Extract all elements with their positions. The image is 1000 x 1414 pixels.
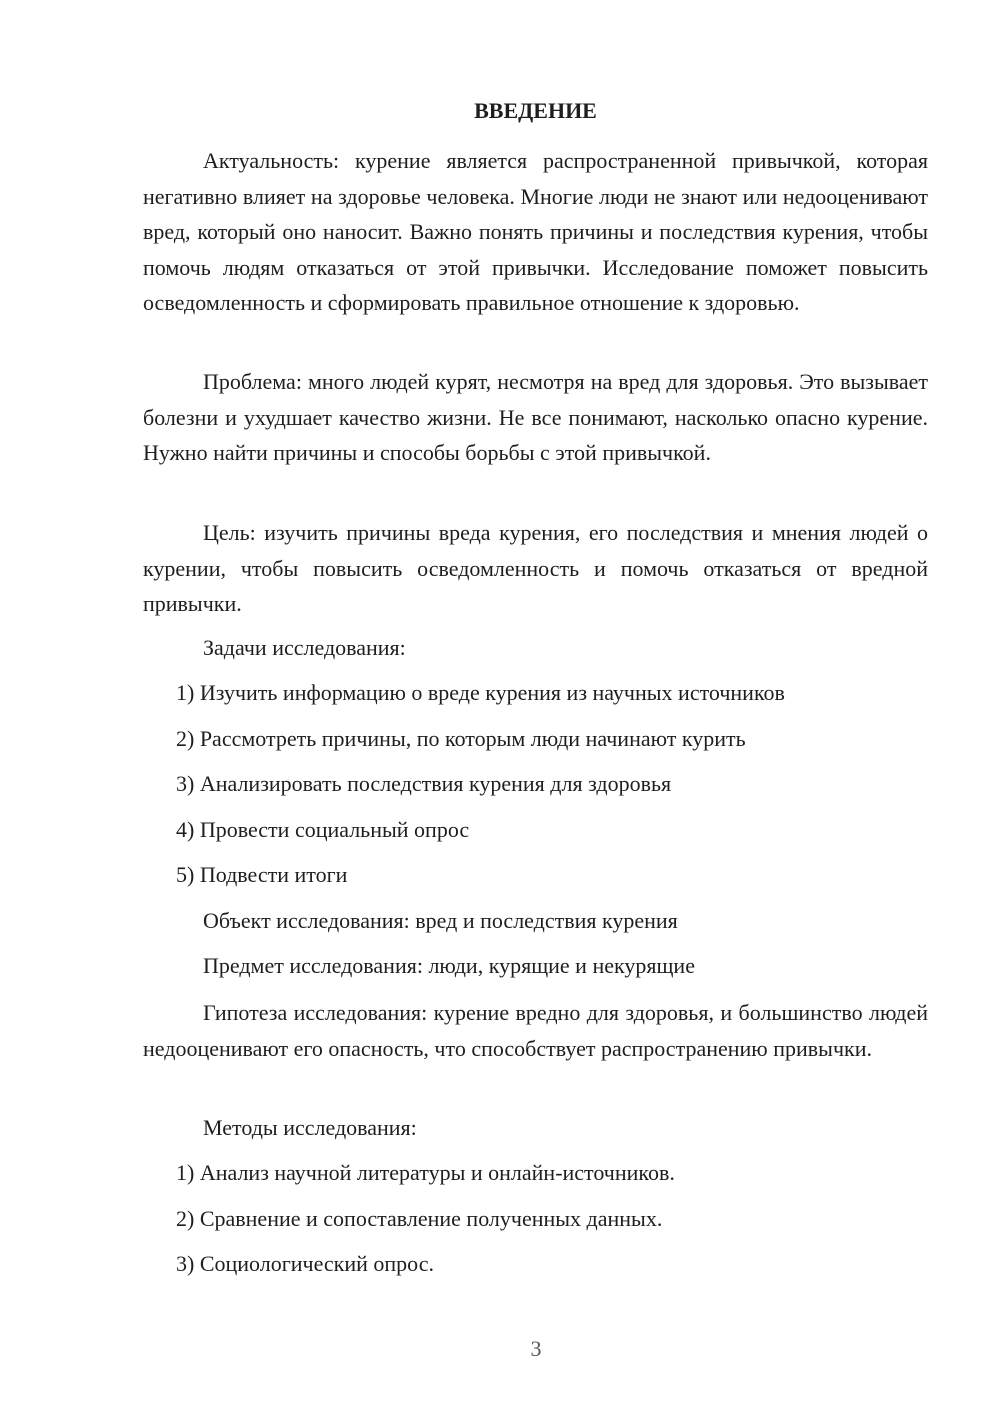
paragraph-relevance: Актуальность: курение является распространенной привычкой, которая негативно влияет на здоровье человека. Многие люди не знают или недооценивают вред, который оно наносит. Важно понять причины и последствия курения, чтобы помочь людям отказаться от этой привычки. Исследование поможет повысить осведомленность и сформировать правильное отношение к здоровью. xyxy=(143,148,928,315)
list-item-method: 2) Сравнение и сопоставление полученных данных. xyxy=(176,1206,663,1231)
page-number: 3 xyxy=(530,1336,542,1361)
methods-heading: Методы исследования: xyxy=(203,1115,417,1140)
section-title: ВВЕДЕНИЕ xyxy=(474,98,597,123)
list-item-method: 3) Социологический опрос. xyxy=(176,1251,434,1276)
paragraph-hypothesis: Гипотеза исследования: курение вредно для здоровья, и большинство людей недооценивают его опасность, что способствует распространению привычки. xyxy=(143,1000,928,1061)
list-item-task: 1) Изучить информацию о вреде курения из научных источников xyxy=(176,680,785,705)
tasks-heading: Задачи исследования: xyxy=(203,635,406,660)
research-subject: Предмет исследования: люди, курящие и некурящие xyxy=(203,953,695,978)
list-item-task: 5) Подвести итоги xyxy=(176,862,348,887)
list-item-task: 2) Рассмотреть причины, по которым люди начинают курить xyxy=(176,726,746,751)
list-item-method: 1) Анализ научной литературы и онлайн-источников. xyxy=(176,1160,675,1185)
list-item-task: 4) Провести социальный опрос xyxy=(176,817,470,842)
list-item-task: 3) Анализировать последствия курения для здоровья xyxy=(176,771,672,796)
paragraph-goal: Цель: изучить причины вреда курения, его последствия и мнения людей о курении, чтобы повысить осведомленность и помочь отказаться от вредной привычки. xyxy=(143,520,928,616)
research-object: Объект исследования: вред и последствия курения xyxy=(203,908,678,933)
paragraph-problem: Проблема: много людей курят, несмотря на вред для здоровья. Это вызывает болезни и ухудшает качество жизни. Не все понимают, насколько опасно курение. Нужно найти причины и способы борьбы с этой привычкой. xyxy=(143,369,928,465)
